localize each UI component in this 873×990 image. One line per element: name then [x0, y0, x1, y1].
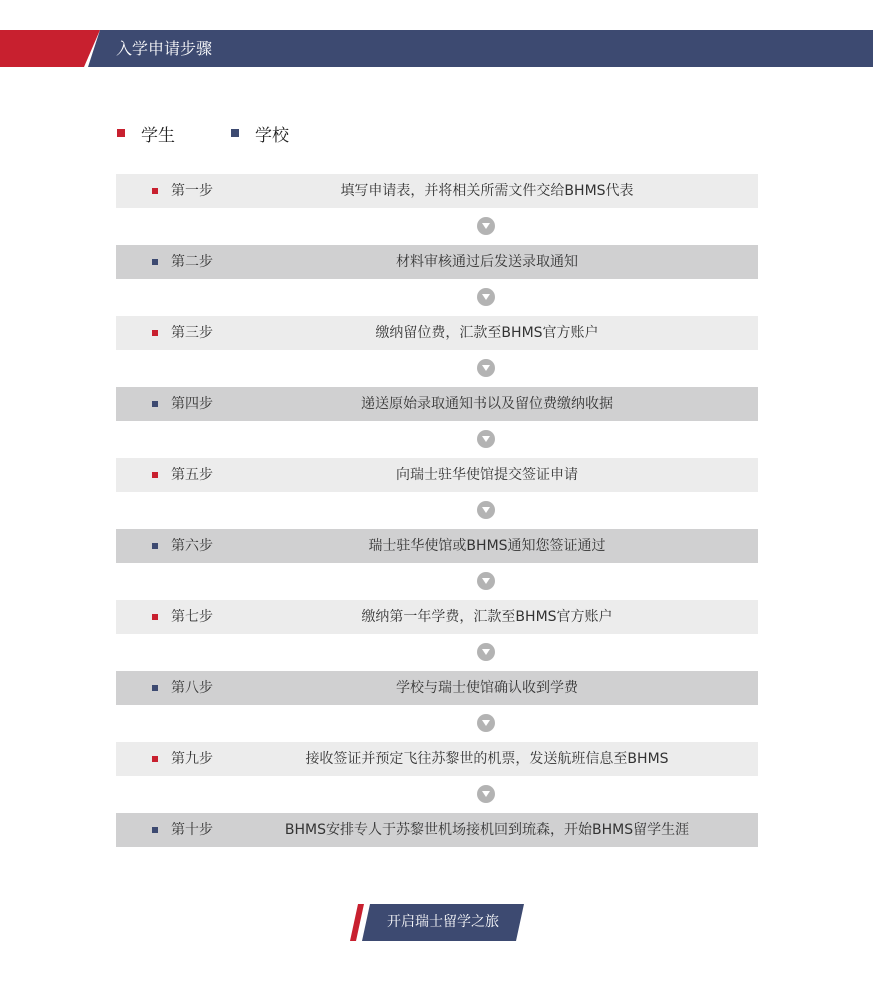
step-connector	[116, 350, 758, 387]
step-name: 第五步	[171, 467, 213, 483]
step-name: 第一步	[171, 183, 213, 199]
school-marker	[152, 401, 158, 407]
step-connector	[116, 208, 758, 245]
chevron-down-circle-icon	[477, 785, 495, 803]
step-row	[116, 671, 758, 705]
student-marker	[152, 756, 158, 762]
step-row	[116, 245, 758, 279]
school-legend-marker	[231, 129, 239, 137]
student-legend-marker	[117, 129, 125, 137]
step-row	[116, 529, 758, 563]
step-name: 第八步	[171, 680, 213, 696]
step-description: 向瑞士驻华使馆提交签证申请	[396, 467, 578, 483]
school-marker	[152, 259, 158, 265]
legend	[117, 122, 289, 144]
school-legend-label: 学校	[255, 125, 289, 146]
step-name: 第三步	[171, 325, 213, 341]
step-name: 第二步	[171, 254, 213, 270]
step-row	[116, 742, 758, 776]
start-journey-label: 开启瑞士留学之旅	[387, 914, 499, 930]
chevron-down-circle-icon	[477, 643, 495, 661]
step-connector	[116, 705, 758, 742]
student-marker	[152, 614, 158, 620]
chevron-down-circle-icon	[477, 572, 495, 590]
step-name: 第四步	[171, 396, 213, 412]
step-name: 第六步	[171, 538, 213, 554]
school-marker	[152, 685, 158, 691]
chevron-down-circle-icon	[477, 217, 495, 235]
step-name: 第九步	[171, 751, 213, 767]
step-row	[116, 458, 758, 492]
step-description: 填写申请表，并将相关所需文件交给BHMS代表	[340, 183, 634, 199]
school-marker	[152, 827, 158, 833]
chevron-down-circle-icon	[477, 430, 495, 448]
step-connector	[116, 776, 758, 813]
step-description: 学校与瑞士使馆确认收到学费	[396, 680, 578, 696]
section-header	[0, 30, 873, 67]
chevron-down-circle-icon	[477, 288, 495, 306]
step-name: 第七步	[171, 609, 213, 625]
step-description: BHMS安排专人于苏黎世机场接机回到琉森，开始BHMS留学生涯	[284, 822, 690, 838]
step-connector	[116, 279, 758, 316]
chevron-down-circle-icon	[477, 501, 495, 519]
student-marker	[152, 188, 158, 194]
school-marker	[152, 543, 158, 549]
start-journey-button[interactable]	[350, 904, 524, 941]
step-description: 接收签证并预定飞往苏黎世的机票，发送航班信息至BHMS	[305, 751, 669, 767]
header-red-accent	[0, 30, 100, 67]
step-connector	[116, 492, 758, 529]
student-marker	[152, 472, 158, 478]
step-description: 缴纳第一年学费，汇款至BHMS官方账户	[361, 609, 613, 625]
step-name: 第十步	[171, 822, 213, 838]
step-description: 缴纳留位费，汇款至BHMS官方账户	[375, 325, 599, 341]
step-row	[116, 174, 758, 208]
chevron-down-circle-icon	[477, 359, 495, 377]
steps-list	[116, 174, 758, 847]
student-marker	[152, 330, 158, 336]
step-description: 瑞士驻华使馆或BHMS通知您签证通过	[368, 538, 606, 554]
step-description: 递送原始录取通知书以及留位费缴纳收据	[361, 396, 613, 412]
step-connector	[116, 421, 758, 458]
chevron-down-circle-icon	[477, 714, 495, 732]
step-description: 材料审核通过后发送录取通知	[396, 254, 578, 270]
step-connector	[116, 634, 758, 671]
page-title: 入学申请步骤	[116, 39, 213, 58]
step-row	[116, 316, 758, 350]
step-row	[116, 813, 758, 847]
step-row	[116, 600, 758, 634]
step-row	[116, 387, 758, 421]
student-legend-label: 学生	[141, 125, 175, 146]
step-connector	[116, 563, 758, 600]
